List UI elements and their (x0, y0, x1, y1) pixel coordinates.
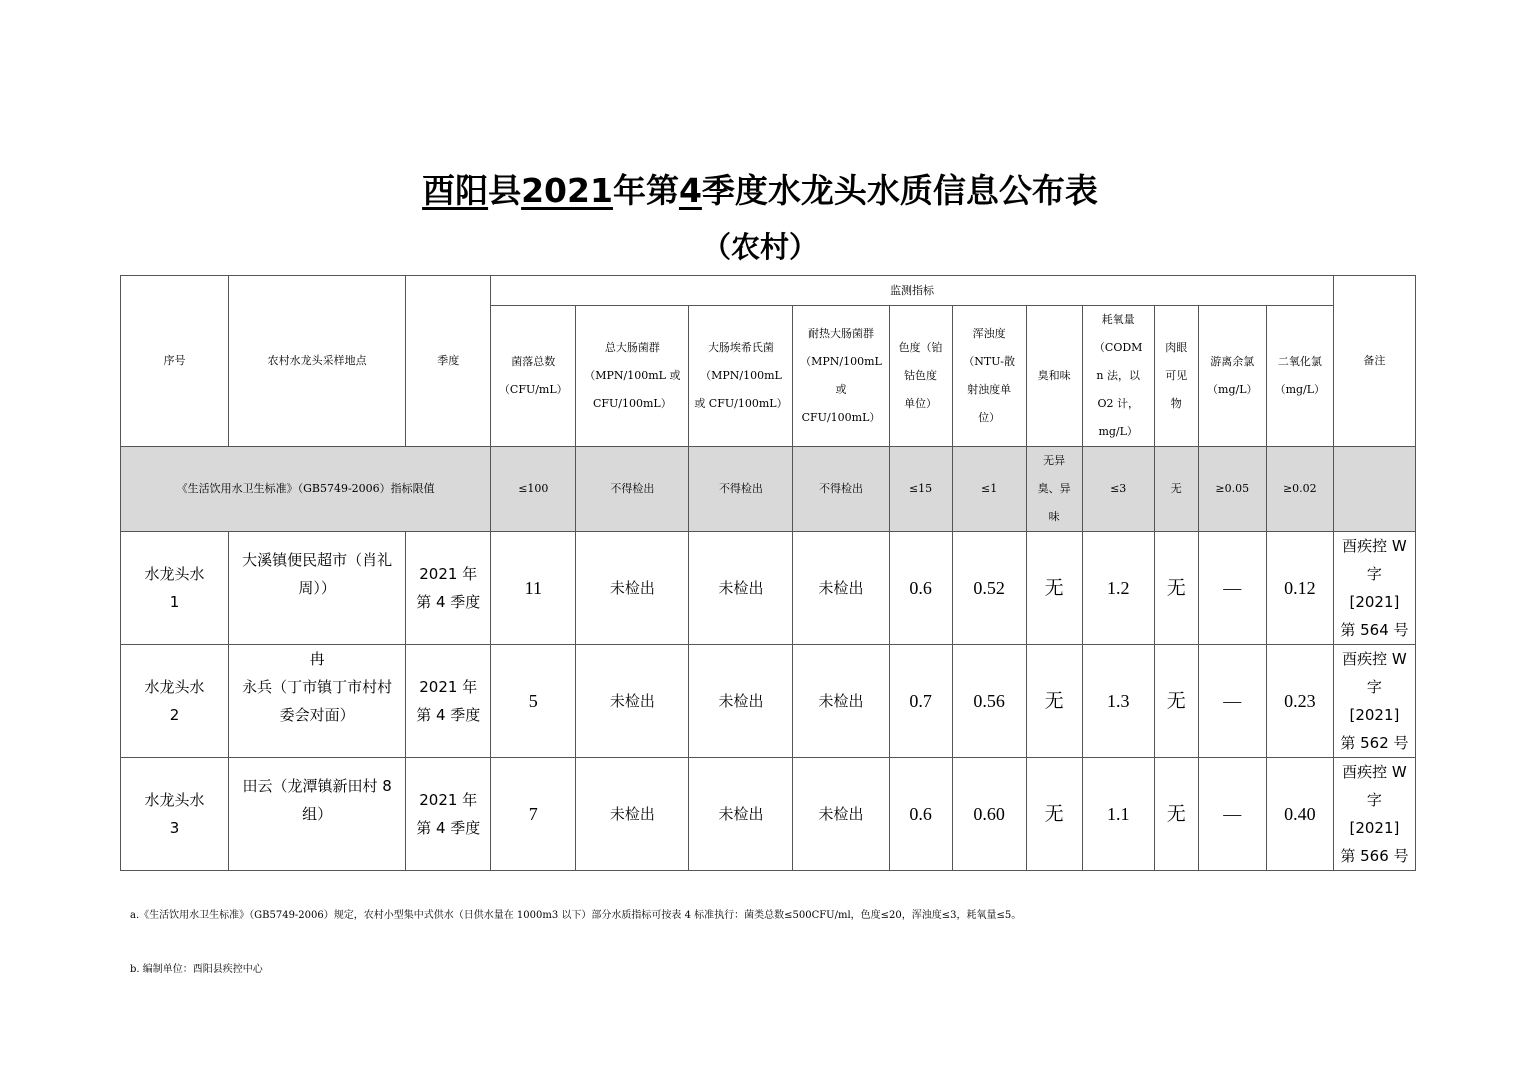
cell-value-3: 未检出 (793, 645, 889, 758)
title-quarter: 4 (678, 171, 702, 210)
header-season: 季度 (406, 276, 491, 447)
cell-remark-line: 第 564 号 (1340, 621, 1409, 639)
header-indicator-3 (793, 306, 889, 447)
cell-season-line: 2021 年 (419, 678, 478, 696)
cell-remark (1333, 758, 1415, 871)
cell-value-9: — (1198, 758, 1266, 871)
standard-limit-line: 味 (1048, 510, 1060, 523)
cell-value-5: 0.60 (952, 758, 1026, 871)
cell-location-line: 田云（龙潭镇新田村 8 (242, 777, 392, 795)
header-indicator-line: CFU/100mL） (801, 411, 881, 424)
title-rest: 季度水龙头水质信息公布表 (701, 171, 1098, 210)
cell-value-7: 1.2 (1082, 532, 1154, 645)
header-indicator-line: （mg/L） (1274, 383, 1326, 396)
standard-limit-line: ≤3 (1110, 482, 1127, 495)
header-indicator-line: 单位） (904, 397, 938, 410)
header-location: 农村水龙头采样地点 (229, 276, 406, 447)
cell-seq (121, 532, 229, 645)
standard-limit-2 (689, 447, 793, 532)
cell-remark-line: [2021] (1349, 706, 1400, 724)
standard-limit-line: ≥0.05 (1215, 482, 1250, 495)
cell-remark-line: 酉疾控 W (1342, 650, 1407, 668)
cell-location-line: 永兵（丁市镇丁市村村 (242, 678, 393, 696)
header-indicator-line: 菌落总数 (511, 355, 556, 368)
cell-seq-line: 3 (169, 819, 180, 837)
cell-location (229, 758, 406, 871)
title-year: 2021 (521, 171, 613, 210)
cell-value-1: 未检出 (576, 758, 689, 871)
cell-value-6: 无 (1026, 758, 1082, 871)
standard-limit-4 (889, 447, 952, 532)
header-indicator-line: （CODM (1093, 341, 1143, 354)
cell-remark-line: 酉疾控 W (1342, 763, 1407, 781)
cell-remark-line: 第 562 号 (1340, 734, 1409, 752)
header-indicator-6 (1026, 306, 1082, 447)
cell-value-10: 0.12 (1266, 532, 1333, 645)
cell-remark-line: [2021] (1349, 593, 1400, 611)
cell-season (406, 645, 491, 758)
standard-row (121, 447, 1416, 532)
standard-limit-line: 臭、异 (1037, 482, 1071, 495)
header-indicator-line: 臭和味 (1037, 369, 1071, 382)
title-pre: 县 (488, 171, 522, 210)
header-indicator-line: （MPN/100mL (800, 355, 882, 368)
standard-limit-7 (1082, 447, 1154, 532)
cell-value-7: 1.1 (1082, 758, 1154, 871)
standard-limit-5 (952, 447, 1026, 532)
cell-location-line: 大溪镇便民超市（肖礼 (242, 551, 393, 569)
cell-value-9: — (1198, 532, 1266, 645)
header-indicator-line: 可见 (1165, 369, 1188, 382)
cell-seq-line: 水龙头水 (144, 791, 205, 809)
cell-value-9: — (1198, 645, 1266, 758)
cell-remark-line: 字 (1366, 678, 1382, 696)
cell-seq-line: 水龙头水 (144, 678, 205, 696)
header-indicator-line: 游离余氯 (1210, 355, 1255, 368)
cell-season-line: 第 4 季度 (416, 593, 481, 611)
cell-remark (1333, 532, 1415, 645)
header-indicator-group: 监测指标 (491, 276, 1334, 306)
standard-limit-3 (793, 447, 889, 532)
header-indicator-line: n 法，以 (1096, 369, 1140, 382)
cell-value-10: 0.23 (1266, 645, 1333, 758)
header-indicator-line: 耐热大肠菌群 (808, 327, 875, 340)
standard-limit-line: ≤1 (981, 482, 998, 495)
page-title (0, 168, 1520, 214)
cell-value-8: 无 (1154, 645, 1198, 758)
header-indicator-line: 肉眼 (1165, 341, 1188, 354)
header-indicator-line: 耗氧量 (1101, 313, 1135, 326)
header-indicator-line: 钴色度 (904, 369, 938, 382)
cell-season-line: 2021 年 (419, 565, 478, 583)
cell-remark-line: 第 566 号 (1340, 847, 1409, 865)
cell-remark-line: [2021] (1349, 819, 1400, 837)
standard-remark (1333, 447, 1415, 532)
cell-season (406, 758, 491, 871)
header-indicator-5 (952, 306, 1026, 447)
cell-value-2: 未检出 (689, 532, 793, 645)
cell-remark (1333, 645, 1415, 758)
cell-location (229, 532, 406, 645)
standard-limit-10 (1266, 447, 1333, 532)
header-indicator-0 (491, 306, 576, 447)
standard-limit-6 (1026, 447, 1082, 532)
header-indicator-10 (1266, 306, 1333, 447)
header-indicator-line: 或 (835, 383, 847, 396)
cell-value-4: 0.7 (889, 645, 952, 758)
cell-seq (121, 645, 229, 758)
header-indicator-line: CFU/100mL） (592, 397, 672, 410)
header-indicator-line: 位） (978, 411, 1001, 424)
cell-value-1: 未检出 (576, 645, 689, 758)
cell-value-3: 未检出 (793, 758, 889, 871)
cell-remark-line: 字 (1366, 791, 1382, 809)
cell-remark-line: 酉疾控 W (1342, 537, 1407, 555)
cell-value-6: 无 (1026, 532, 1082, 645)
standard-limit-line: 不得检出 (819, 482, 864, 495)
table-row (121, 758, 1416, 871)
cell-location (229, 645, 406, 758)
header-indicator-line: （mg/L） (1207, 383, 1258, 396)
footnote-a: a.《生活饮用水卫生标准》（GB5749-2006）规定，农村小型集中式供水（日供水量在 1000m3 以下）部分水质指标可按表 4 标准执行：菌类总数≤500CFU/ml，色度≤20，浑浊度≤3，耗氧量≤5。 (130, 910, 1022, 921)
cell-season-line: 第 4 季度 (416, 706, 481, 724)
cell-location-line: 周）） (298, 579, 336, 597)
cell-value-3: 未检出 (793, 532, 889, 645)
cell-value-0: 7 (491, 758, 576, 871)
cell-season (406, 532, 491, 645)
cell-location-line: 冉 (309, 650, 325, 668)
cell-value-0: 11 (491, 532, 576, 645)
cell-value-1: 未检出 (576, 532, 689, 645)
standard-limit-line: 无异 (1043, 454, 1066, 467)
standard-limit-line: 不得检出 (718, 482, 763, 495)
cell-value-5: 0.56 (952, 645, 1026, 758)
cell-value-8: 无 (1154, 532, 1198, 645)
header-indicator-line: （MPN/100mL (700, 369, 782, 382)
header-indicator-line: mg/L） (1098, 425, 1138, 438)
standard-limit-line: ≤15 (908, 482, 933, 495)
header-indicator-2 (689, 306, 793, 447)
cell-value-2: 未检出 (689, 758, 793, 871)
header-indicator-8 (1154, 306, 1198, 447)
cell-value-5: 0.52 (952, 532, 1026, 645)
header-indicator-4 (889, 306, 952, 447)
header-indicator-line: 或 CFU/100mL） (694, 397, 788, 410)
header-indicator-line: （MPN/100mL 或 (584, 369, 681, 382)
standard-limit-line: 无 (1170, 482, 1182, 495)
cell-value-7: 1.3 (1082, 645, 1154, 758)
cell-value-4: 0.6 (889, 532, 952, 645)
standard-limit-0 (491, 447, 576, 532)
header-indicator-line: O2 计， (1097, 397, 1139, 410)
header-remark: 备注 (1333, 276, 1415, 447)
cell-location-line: 委会对面） (279, 706, 355, 724)
header-indicator-line: （NTU-散 (963, 355, 1015, 368)
table-row (121, 532, 1416, 645)
standard-limit-9 (1198, 447, 1266, 532)
standard-limit-8 (1154, 447, 1198, 532)
header-indicator-line: 总大肠菌群 (604, 341, 660, 354)
cell-remark-line: 字 (1366, 565, 1382, 583)
footnote-b: b. 编制单位：酉阳县疾控中心 (130, 964, 263, 975)
cell-seq-line: 水龙头水 (144, 565, 205, 583)
data-body (121, 532, 1416, 871)
water-quality-table (120, 275, 1416, 871)
standard-limit-line: ≤100 (518, 482, 549, 495)
header-indicator-line: （CFU/mL） (498, 383, 568, 396)
cell-value-4: 0.6 (889, 758, 952, 871)
header-row-1 (121, 276, 1416, 306)
cell-seq (121, 758, 229, 871)
title-mid: 年第 (612, 171, 679, 210)
cell-season-line: 第 4 季度 (416, 819, 481, 837)
header-indicator-line: 物 (1170, 397, 1182, 410)
cell-value-2: 未检出 (689, 645, 793, 758)
page-subtitle: （农村） (701, 230, 818, 264)
header-indicator-7 (1082, 306, 1154, 447)
standard-limit-line: ≥0.02 (1282, 482, 1317, 495)
cell-seq-line: 2 (169, 706, 180, 724)
cell-value-6: 无 (1026, 645, 1082, 758)
header-indicator-9 (1198, 306, 1266, 447)
header-indicator-line: 色度（铂 (898, 341, 943, 354)
header-indicator-1 (576, 306, 689, 447)
cell-location-line: 组） (302, 805, 333, 823)
header-indicator-line: 射浊度单 (967, 383, 1012, 396)
standard-limit-line: 不得检出 (610, 482, 655, 495)
table-row (121, 645, 1416, 758)
header-indicator-line: 二氧化氯 (1277, 355, 1322, 368)
cell-value-0: 5 (491, 645, 576, 758)
cell-season-line: 2021 年 (419, 791, 478, 809)
standard-label: 《生活饮用水卫生标准》（GB5749-2006）指标限值 (121, 447, 491, 532)
cell-value-10: 0.40 (1266, 758, 1333, 871)
header-seq: 序号 (121, 276, 229, 447)
standard-limit-1 (576, 447, 689, 532)
header-indicator-line: 大肠埃希氏菌 (707, 341, 774, 354)
cell-seq-line: 1 (169, 593, 180, 611)
header-indicator-line: 浑浊度 (972, 327, 1006, 340)
title-county: 酉阳 (422, 171, 489, 210)
cell-value-8: 无 (1154, 758, 1198, 871)
